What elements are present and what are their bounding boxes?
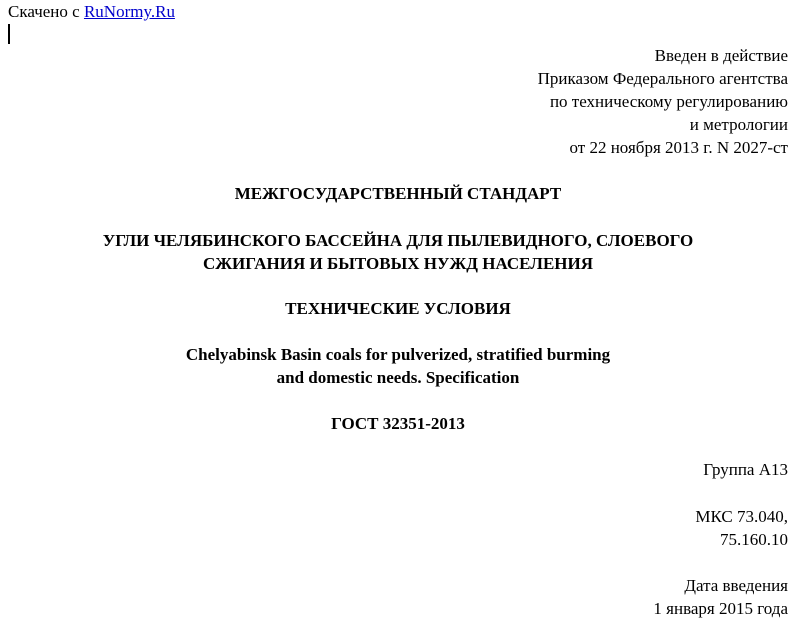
english-title-line: Chelyabinsk Basin coals for pulverized, stratified burming xyxy=(185,345,611,364)
intro-date-line: 1 января 2015 года xyxy=(653,599,788,618)
standard-name-heading xyxy=(0,229,790,275)
standard-name-line: СЖИГАНИЯ И БЫТОВЫХ НУЖД НАСЕЛЕНИЯ xyxy=(202,254,594,273)
mks-line: 75.160.10 xyxy=(720,530,788,549)
intro-date-block xyxy=(653,574,788,620)
standard-type-heading xyxy=(0,182,790,205)
specification-text: ТЕХНИЧЕСКИЕ УСЛОВИЯ xyxy=(285,299,511,318)
english-title xyxy=(0,343,790,389)
download-source-prefix: Скачено с xyxy=(8,2,80,21)
enactment-line: Введен в действие xyxy=(654,46,788,65)
enactment-line: от 22 ноября 2013 г. N 2027-ст xyxy=(569,138,788,157)
enactment-line: и метрологии xyxy=(689,115,788,134)
intro-date-line: Дата введения xyxy=(684,576,788,595)
group-text: Группа А13 xyxy=(703,460,788,479)
group-block xyxy=(703,458,788,481)
mks-block xyxy=(695,505,788,551)
gost-code-heading xyxy=(0,412,790,435)
english-title-line: and domestic needs. Specification xyxy=(276,368,520,387)
mks-line: МКС 73.040, xyxy=(695,507,788,526)
standard-type-text: МЕЖГОСУДАРСТВЕННЫЙ СТАНДАРТ xyxy=(234,184,562,203)
specification-heading xyxy=(0,297,790,320)
enactment-line: по техническому регулированию xyxy=(549,92,788,111)
site-link[interactable]: RuNormy.Ru xyxy=(83,2,175,21)
enactment-line: Приказом Федерального агентства xyxy=(537,69,788,88)
text-cursor xyxy=(8,24,10,44)
standard-name-line: УГЛИ ЧЕЛЯБИНСКОГО БАССЕЙНА ДЛЯ ПЫЛЕВИДНОГО, СЛОЕВОГО xyxy=(102,231,694,250)
download-source-line xyxy=(8,0,175,23)
gost-code-text: ГОСТ 32351-2013 xyxy=(331,414,465,433)
enactment-block xyxy=(538,44,788,159)
